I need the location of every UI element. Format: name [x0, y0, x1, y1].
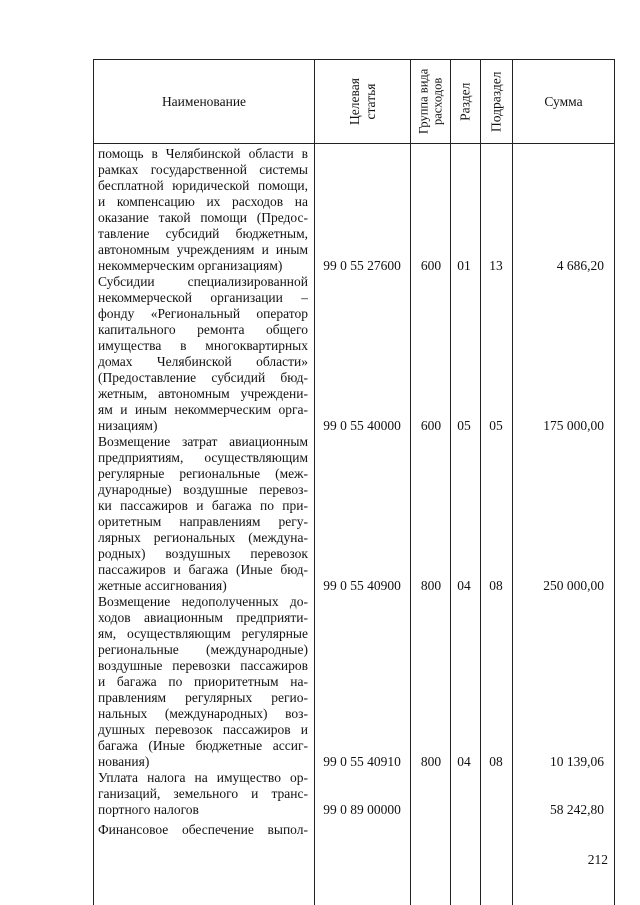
row-line: низациям): [98, 418, 158, 433]
row-sum: 4 686,20: [556, 258, 604, 273]
row-line: багажа (Иные бюджетные ассиг-: [98, 738, 308, 753]
row-section: 04: [457, 578, 471, 593]
header-target-article-line2: статья: [362, 83, 378, 120]
row-line: некоммерческим организациям): [98, 258, 283, 273]
row-line: нования): [98, 754, 150, 769]
table-row-name: [98, 274, 308, 434]
row-line: оказание такой помощи (Предос-: [98, 210, 308, 225]
row-sum: 58 242,80: [550, 802, 604, 817]
row-line: предприятиям, осуществляющим: [98, 450, 308, 465]
row-subsection: 05: [489, 418, 503, 433]
row-group: 600: [420, 418, 442, 433]
row-line: некоммерческой организации –: [98, 290, 308, 305]
row-line: (Предоставление субсидий бюд-: [98, 370, 308, 385]
row-line: помощь в Челябинской области в: [98, 146, 308, 161]
header-sum: [513, 60, 614, 143]
header-subsection: [481, 60, 512, 143]
row-group: 800: [420, 578, 442, 593]
col-divider-5: [512, 59, 513, 905]
row-sum: 250 000,00: [543, 578, 604, 593]
header-subsection-text: Подраздел: [488, 71, 504, 132]
row-line: ям и иным некоммерческим орга-: [98, 402, 308, 417]
table-right-border: [614, 59, 615, 905]
row-line: ганизаций, земельного и транс-: [98, 786, 308, 801]
row-line: правлениям регулярных регио-: [98, 690, 308, 705]
row-line: имущества в многоквартирных: [98, 338, 308, 353]
row-line: автономным учреждениям и иным: [98, 242, 308, 257]
header-expense-group: [411, 60, 450, 143]
row-code: 99 0 55 40000: [323, 418, 401, 433]
row-line: бесплатной юридической помощи,: [98, 178, 308, 193]
row-line: портного налогов: [98, 802, 199, 817]
header-section-text: Раздел: [457, 82, 473, 121]
table-row-name: [98, 822, 308, 838]
header-name-text: Наименование: [161, 93, 247, 109]
row-line: лярных региональных (междуна-: [98, 530, 308, 545]
row-line: ки пассажиров и багажа по при-: [98, 498, 308, 513]
row-subsection: 13: [489, 258, 503, 273]
row-line: ходов авиационным предприяти-: [98, 610, 308, 625]
row-code: 99 0 89 00000: [323, 802, 401, 817]
header-section: [451, 60, 480, 143]
col-divider-1: [314, 59, 315, 905]
row-sum: 10 139,06: [550, 754, 604, 769]
row-section: 05: [457, 418, 471, 433]
row-line: жетным, автономным учреждени-: [98, 386, 308, 401]
page-number: 212: [587, 852, 608, 867]
row-section: 04: [457, 754, 471, 769]
row-line: домах Челябинской области»: [98, 354, 308, 369]
row-group: 600: [420, 258, 442, 273]
table-row-name: [98, 146, 308, 274]
row-line: пассажиров и багажа (Иные бюд-: [98, 562, 308, 577]
row-section: 01: [457, 258, 471, 273]
col-divider-4: [480, 59, 481, 905]
header-expense-group-line1: Группа вида: [416, 68, 431, 135]
row-line: Финансовое обеспечение выпол-: [98, 822, 308, 837]
row-line: воздушные перевозки пассажиров: [98, 658, 308, 673]
row-line: и багажа по приоритетным на-: [98, 674, 308, 689]
col-divider-2: [410, 59, 411, 905]
table-left-border: [93, 59, 94, 905]
row-line: регулярные региональные (меж-: [98, 466, 308, 481]
row-line: Уплата налога на имущество ор-: [98, 770, 308, 785]
row-line: душных перевозок пассажиров и: [98, 722, 308, 737]
row-sum: 175 000,00: [543, 418, 604, 433]
row-line: Возмещение недополученных до-: [98, 594, 308, 609]
header-target-article-line1: Целевая: [346, 78, 362, 125]
row-group: 800: [420, 754, 442, 769]
row-code: 99 0 55 40910: [323, 754, 401, 769]
row-line: региональные (международные): [98, 642, 308, 657]
row-line: родных) воздушных перевозок: [98, 546, 308, 561]
table-row-name: [98, 770, 308, 818]
row-code: 99 0 55 27600: [323, 258, 401, 273]
row-line: ям, осуществляющим регулярные: [98, 626, 308, 641]
header-sum-text: Сумма: [544, 93, 583, 109]
row-line: рамках государственной системы: [98, 162, 308, 177]
table-row-name: [98, 434, 308, 594]
col-divider-3: [450, 59, 451, 905]
row-line: тавление субсидий бюджетным,: [98, 226, 308, 241]
row-subsection: 08: [489, 578, 503, 593]
row-line: дународные) воздушные перевоз-: [98, 482, 308, 497]
row-line: жетные ассигнования): [98, 578, 227, 593]
row-subsection: 08: [489, 754, 503, 769]
row-line: Субсидии специализированной: [98, 274, 308, 289]
row-code: 99 0 55 40900: [323, 578, 401, 593]
table-row-name: [98, 594, 308, 770]
row-line: фонду «Региональный оператор: [98, 306, 308, 321]
row-line: нальных (международных) воз-: [98, 706, 308, 721]
header-target-article: [315, 60, 410, 143]
header-name: [94, 60, 314, 143]
row-line: и компенсацию их расходов на: [98, 194, 308, 209]
row-line: Возмещение затрат авиационным: [98, 434, 308, 449]
header-expense-group-line2: расходов: [430, 77, 445, 126]
header-bottom-border: [93, 143, 615, 144]
row-line: капитального ремонта общего: [98, 322, 308, 337]
row-line: оритетным направлениям регу-: [98, 514, 308, 529]
